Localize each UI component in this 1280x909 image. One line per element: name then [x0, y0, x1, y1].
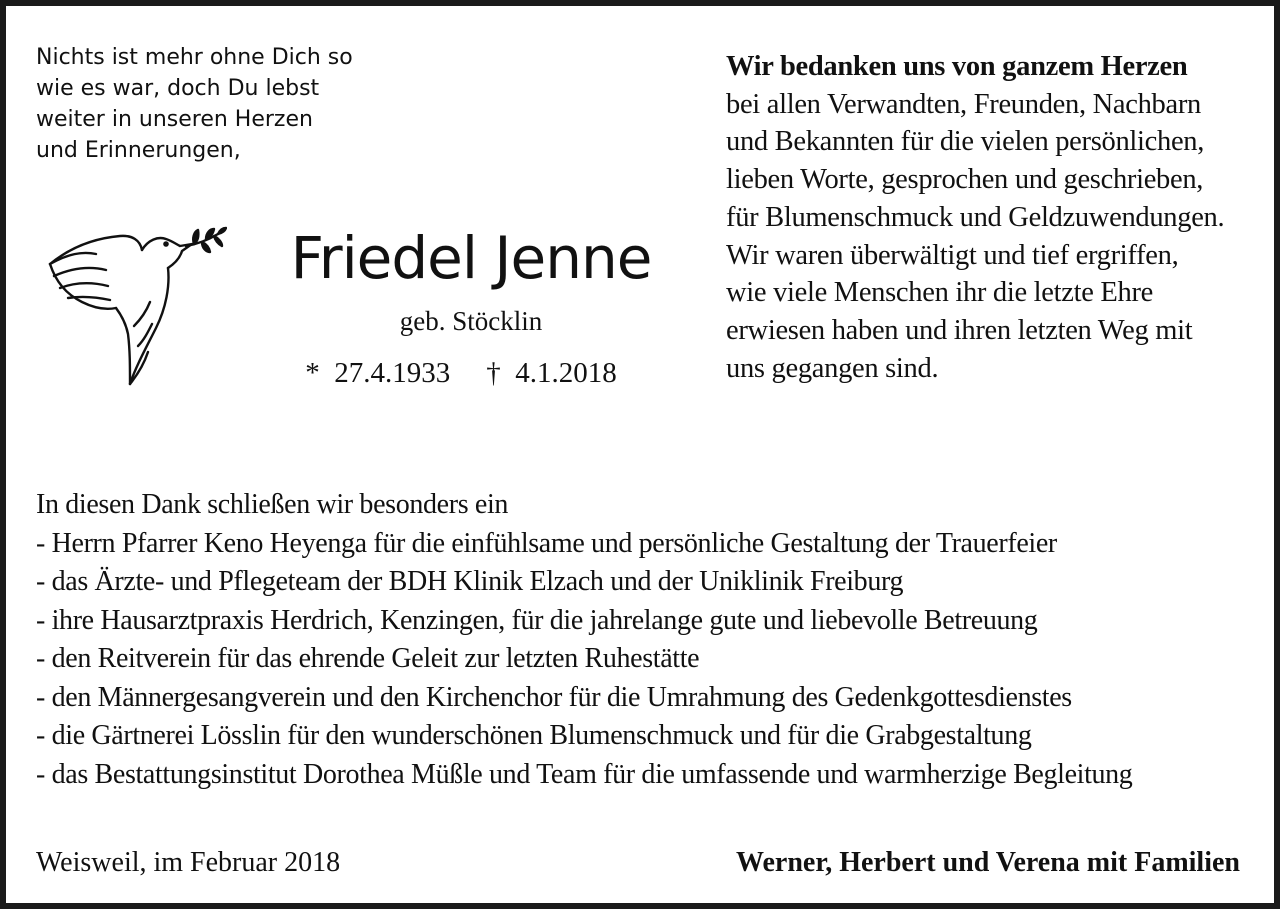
birth-name: geb. Stöcklin: [399, 306, 543, 336]
thanks-line: und Bekannten für die vielen persönlichen,: [726, 126, 1205, 158]
thanks-paragraph: [726, 48, 1271, 387]
death-date: 4.1.2018: [515, 357, 617, 389]
list-item: - den Männergesangverein und den Kirchenchor für die Umrahmung des Gedenkgottesdienstes: [36, 681, 1072, 713]
deceased-name: Friedel Jenne: [290, 224, 652, 292]
signers: Werner, Herbert und Verena mit Familien: [736, 847, 1240, 878]
thanks-line: bei allen Verwandten, Freunden, Nachbarn: [726, 88, 1201, 120]
life-dates: [246, 354, 676, 392]
birth-date: 27.4.1933: [334, 357, 451, 389]
memorial-quote: [36, 42, 436, 166]
thanks-heading: Wir bedanken uns von ganzem Herzen: [726, 51, 1188, 82]
thanks-line: für Blumenschmuck und Geldzuwendungen.: [726, 201, 1225, 233]
thanks-line: wie viele Menschen ihr die letzte Ehre: [726, 277, 1153, 309]
quote-line: und Erinnerungen,: [36, 138, 241, 163]
thanks-line: uns gegangen sind.: [726, 352, 939, 384]
list-item: - den Reitverein für das ehrende Geleit zur letzten Ruhestätte: [36, 643, 700, 674]
quote-line: wie es war, doch Du lebst: [36, 76, 320, 101]
thanks-line: Wir waren überwältigt und tief ergriffen,: [726, 239, 1179, 271]
quote-line: weiter in unseren Herzen: [36, 107, 313, 132]
list-item: - ihre Hausarztpraxis Herdrich, Kenzingen, für die jahrelange gute und liebevolle Betreuung: [36, 604, 1038, 636]
special-thanks-list: [36, 486, 1276, 794]
thanks-line: erwiesen haben und ihren letzten Weg mit: [726, 314, 1193, 346]
death-symbol: †: [486, 357, 501, 389]
birth-symbol: *: [305, 357, 320, 389]
dove-with-olive-branch-icon: [42, 224, 227, 389]
list-item: - die Gärtnerei Lösslin für den wunderschönen Blumenschmuck und für die Grabgestaltung: [36, 720, 1032, 751]
list-item: - das Bestattungsinstitut Dorothea Müßle und Team für die umfassende und warmherzige Begleitung: [36, 758, 1133, 790]
place-and-date: Weisweil, im Februar 2018: [36, 847, 341, 878]
list-item: - das Ärzte- und Pflegeteam der BDH Klinik Elzach und der Uniklinik Freiburg: [36, 566, 904, 597]
list-item: - Herrn Pfarrer Keno Heyenga für die einfühlsame und persönliche Gestaltung der Trauerfeier: [36, 527, 1057, 559]
quote-line: Nichts ist mehr ohne Dich so: [36, 45, 353, 70]
thanks-line: lieben Worte, gesprochen und geschrieben,: [726, 164, 1204, 196]
special-thanks-intro: In diesen Dank schließen wir besonders ein: [36, 489, 509, 520]
